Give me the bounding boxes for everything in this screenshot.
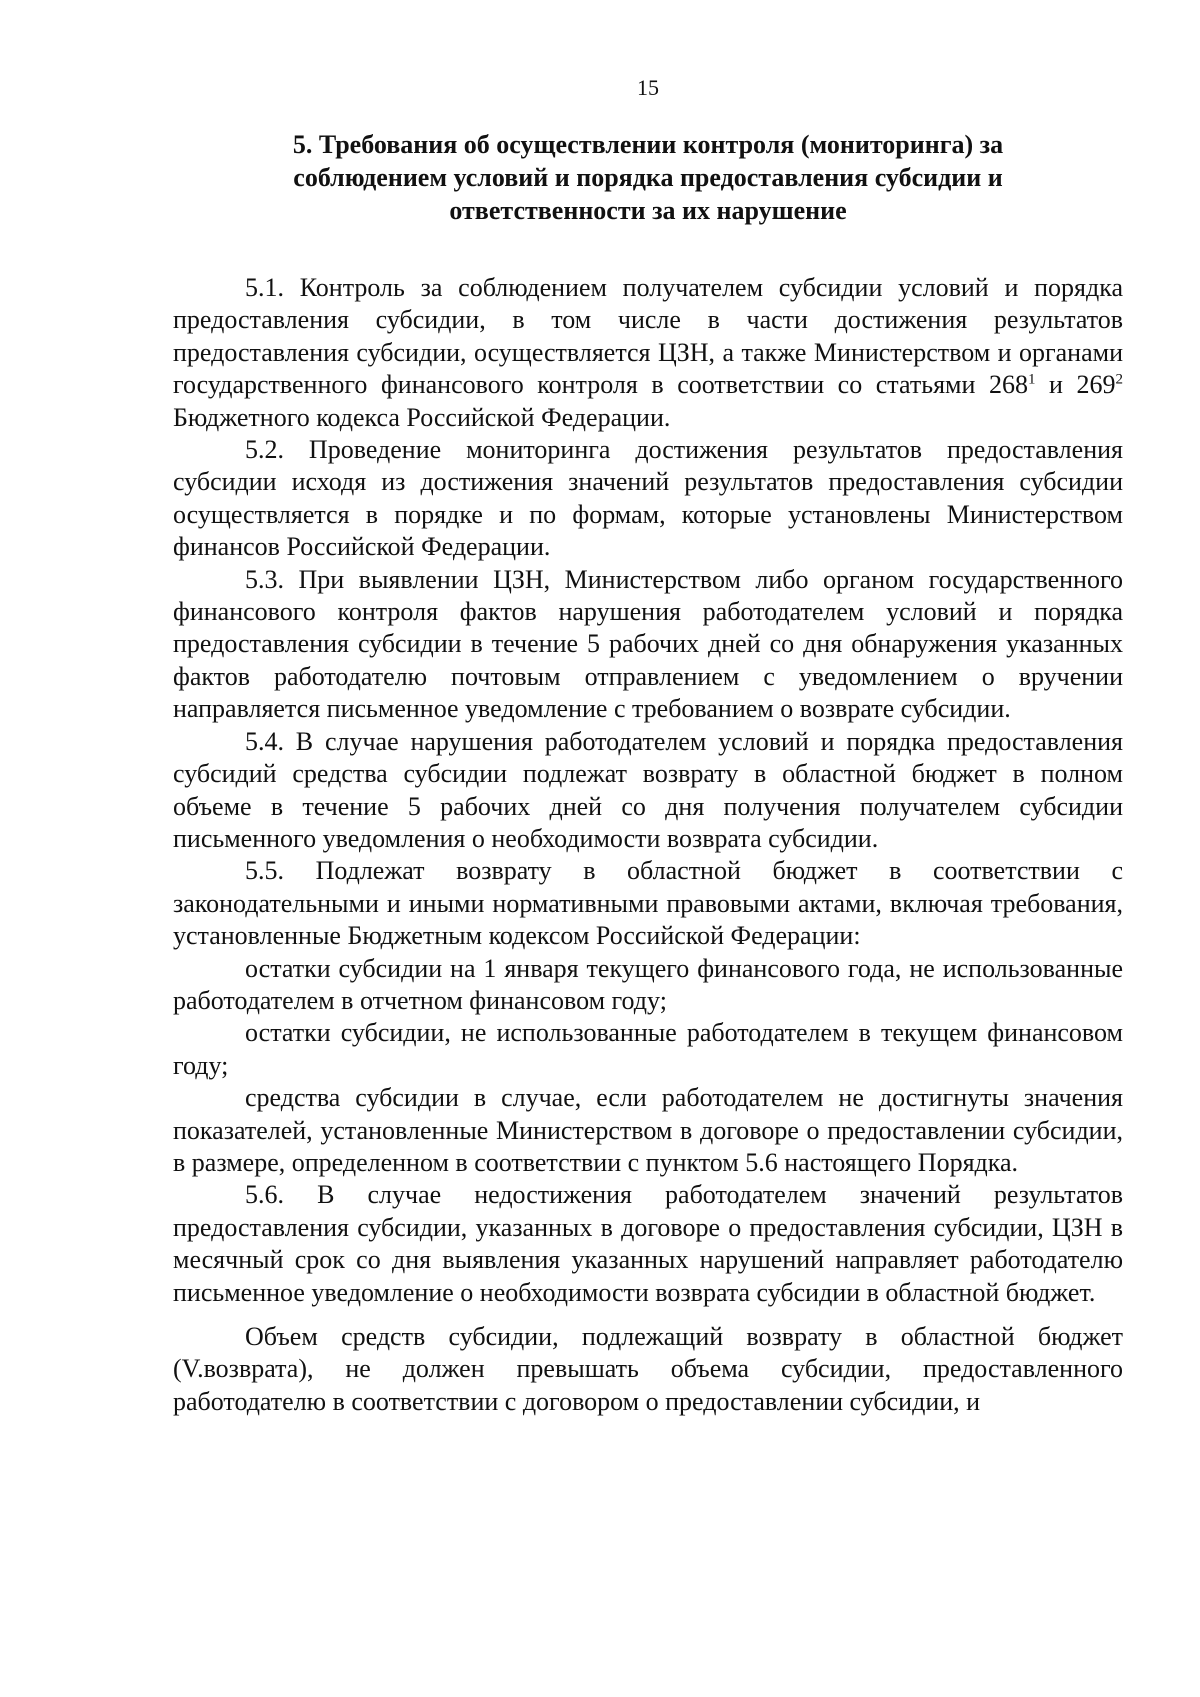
paragraph-5-5: 5.5. Подлежат возврату в областной бюджет в соответствии с законодательными и иными нормативными правовыми актами, включая требования, установленные Бюджетным кодексом Российской Федерации:	[173, 856, 1123, 951]
section-heading-line: ответственности за их нарушение	[449, 196, 847, 225]
paragraph-5-6: 5.6. В случае недостижения работодателем значений результатов предоставления субсидии, указанных в договоре о предоставления субсидии, ЦЗН в месячный срок со дня выявления указанных нарушений направляет работодателю письменное уведомление о необходимости возврата субсидии в областной бюджет.	[173, 1180, 1123, 1307]
section-heading	[173, 128, 1123, 227]
paragraph-5-2: 5.2. Проведение мониторинга достижения результатов предоставления субсидии исходя из достижения значений результатов предоставления субсидии осуществляется в порядке и по формам, которые установлены Министерством финансов Российской Федерации.	[173, 435, 1123, 562]
section-heading-line: соблюдением условий и порядка предоставления субсидии и	[293, 163, 1003, 192]
paragraph-5-3: 5.3. При выявлении ЦЗН, Министерством либо органом государственного финансового контроля фактов нарушения работодателем условий и порядка предоставления субсидии в течение 5 рабочих дней со дня обнаружения указанных фактов работодателю почтовым отправлением с уведомлением о вручении направляется письменное уведомление с требованием о возврате субсидии.	[173, 564, 1123, 724]
footnote-ref-2: 2	[1115, 371, 1124, 388]
section-heading-line: 5. Требования об осуществлении контроля (мониторинга) за	[292, 130, 1004, 159]
paragraph-5-1	[173, 272, 1123, 434]
paragraph-5-5-item: остатки субсидии, не использованные работодателем в текущем финансовом году;	[173, 1018, 1123, 1080]
paragraph-5-5-item: остатки субсидии на 1 января текущего финансового года, не использованные работодателем в отчетном финансовом году;	[173, 953, 1123, 1015]
paragraph-5-4: 5.4. В случае нарушения работодателем условий и порядка предоставления субсидий средства субсидии подлежат возврату в областной бюджет в полном объеме в течение 5 рабочих дней со дня получения получателем субсидии письменного уведомления о необходимости возврата субсидии.	[173, 726, 1123, 853]
paragraph-volume: Объем средств субсидии, подлежащий возврату в областной бюджет (V.возврата), не должен превышать объема субсидии, предоставленного работодателю в соответствии с договором о предоставлении субсидии, и	[173, 1322, 1123, 1416]
paragraph-5-1-text: Бюджетного кодекса Российской Федерации.	[173, 402, 671, 432]
paragraph-5-5-item: средства субсидии в случае, если работодателем не достигнуты значения показателей, установленные Министерством в договоре о предоставлении субсидии, в размере, определенном в соответствии с пунктом 5.6 настоящего Порядка.	[173, 1083, 1123, 1177]
page-number: 15	[637, 75, 659, 100]
footnote-ref-1: 1	[1027, 371, 1036, 388]
paragraph-5-1-text: 5.1. Контроль за соблюдением получателем субсидии условий и порядка предоставления субсидии, в том числе в части достижения результатов предоставления субсидии, осуществляется ЦЗН, а также Министерством и органами государственного финансового контроля в соответствии со статьями 268	[173, 273, 1123, 400]
body-text	[173, 272, 1123, 1418]
paragraph-5-1-text: и 269	[1035, 370, 1116, 400]
